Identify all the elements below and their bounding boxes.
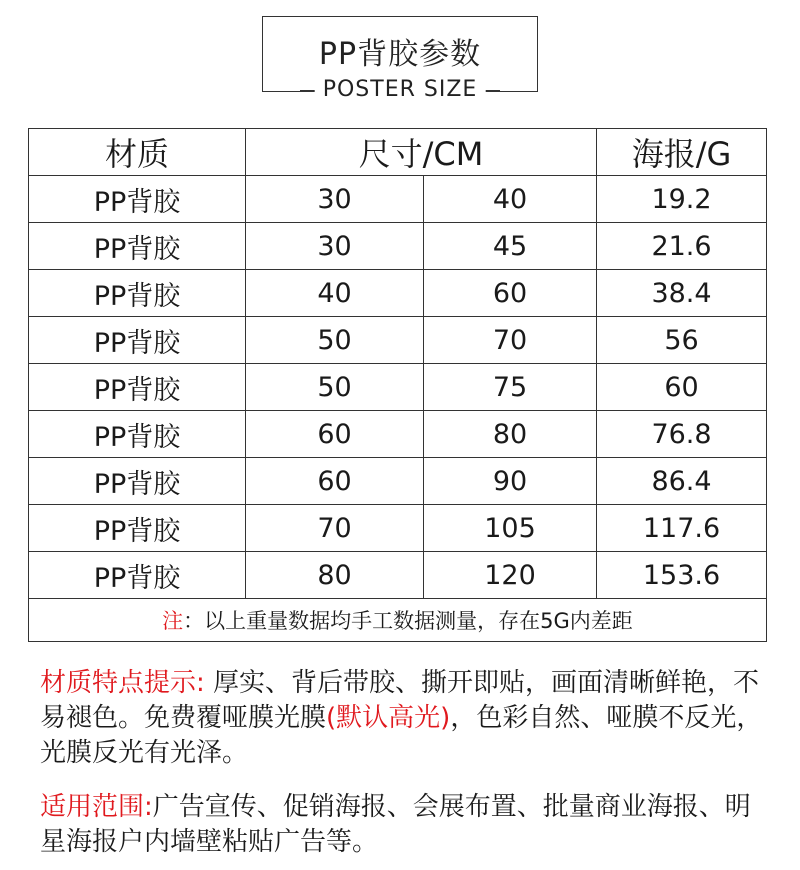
header-material: 材质 xyxy=(29,129,246,176)
cell-height: 120 xyxy=(424,552,597,599)
cell-width: 40 xyxy=(246,270,424,317)
table-row xyxy=(29,364,767,411)
cell-height: 90 xyxy=(424,458,597,505)
cell-material: PP背胶 xyxy=(29,270,246,317)
cell-weight: 19.2 xyxy=(597,176,767,223)
table-row xyxy=(29,458,767,505)
cell-material: PP背胶 xyxy=(29,317,246,364)
cell-height: 70 xyxy=(424,317,597,364)
cell-weight: 86.4 xyxy=(597,458,767,505)
cell-weight: 56 xyxy=(597,317,767,364)
cell-weight: 76.8 xyxy=(597,411,767,458)
cell-weight: 38.4 xyxy=(597,270,767,317)
features-label: 材质特点提示: xyxy=(40,668,205,698)
cell-weight: 21.6 xyxy=(597,223,767,270)
cell-width: 60 xyxy=(246,458,424,505)
table-row xyxy=(29,505,767,552)
table-note-row xyxy=(29,599,767,642)
page-title: PP背胶参数 xyxy=(318,37,482,72)
cell-height: 80 xyxy=(424,411,597,458)
table-note xyxy=(29,599,767,642)
spec-table xyxy=(28,128,767,642)
cell-material: PP背胶 xyxy=(29,505,246,552)
features-text-b: ，色彩自然、哑膜不反光，光膜反光有光泽。 xyxy=(40,703,763,768)
table-row xyxy=(29,317,767,364)
table-row xyxy=(29,411,767,458)
table-row xyxy=(29,552,767,599)
cell-width: 50 xyxy=(246,317,424,364)
subtitle-divider xyxy=(262,75,538,105)
features-text-a: 厚实、背后带胶、撕开即贴，画面清晰鲜艳，不易褪色。免费覆哑膜光膜 xyxy=(40,668,760,733)
cell-width: 60 xyxy=(246,411,424,458)
usage-paragraph xyxy=(40,790,770,860)
cell-material: PP背胶 xyxy=(29,176,246,223)
cell-height: 40 xyxy=(424,176,597,223)
cell-width: 70 xyxy=(246,505,424,552)
cell-material: PP背胶 xyxy=(29,458,246,505)
cell-material: PP背胶 xyxy=(29,364,246,411)
note-text: ：以上重量数据均手工数据测量，存在5G内差距 xyxy=(183,609,633,633)
note-label: 注 xyxy=(162,609,184,633)
features-highlight: (默认高光) xyxy=(326,703,451,733)
usage-label: 适用范围: xyxy=(40,792,153,822)
cell-material: PP背胶 xyxy=(29,552,246,599)
page-subtitle: POSTER SIZE xyxy=(315,75,486,105)
table-row xyxy=(29,223,767,270)
cell-material: PP背胶 xyxy=(29,411,246,458)
header-size: 尺寸/CM xyxy=(246,129,597,176)
header-weight: 海报/G xyxy=(597,129,767,176)
cell-material: PP背胶 xyxy=(29,223,246,270)
cell-weight: 153.6 xyxy=(597,552,767,599)
cell-height: 45 xyxy=(424,223,597,270)
table-row xyxy=(29,270,767,317)
table-row xyxy=(29,176,767,223)
cell-width: 30 xyxy=(246,223,424,270)
cell-height: 60 xyxy=(424,270,597,317)
cell-weight: 117.6 xyxy=(597,505,767,552)
usage-text: 广告宣传、促销海报、会展布置、批量商业海报、明星海报户内墙壁粘贴广告等。 xyxy=(40,792,751,857)
cell-height: 75 xyxy=(424,364,597,411)
cell-width: 30 xyxy=(246,176,424,223)
cell-width: 50 xyxy=(246,364,424,411)
table-header-row xyxy=(29,129,767,176)
features-paragraph xyxy=(40,666,770,771)
cell-weight: 60 xyxy=(597,364,767,411)
cell-width: 80 xyxy=(246,552,424,599)
cell-height: 105 xyxy=(424,505,597,552)
